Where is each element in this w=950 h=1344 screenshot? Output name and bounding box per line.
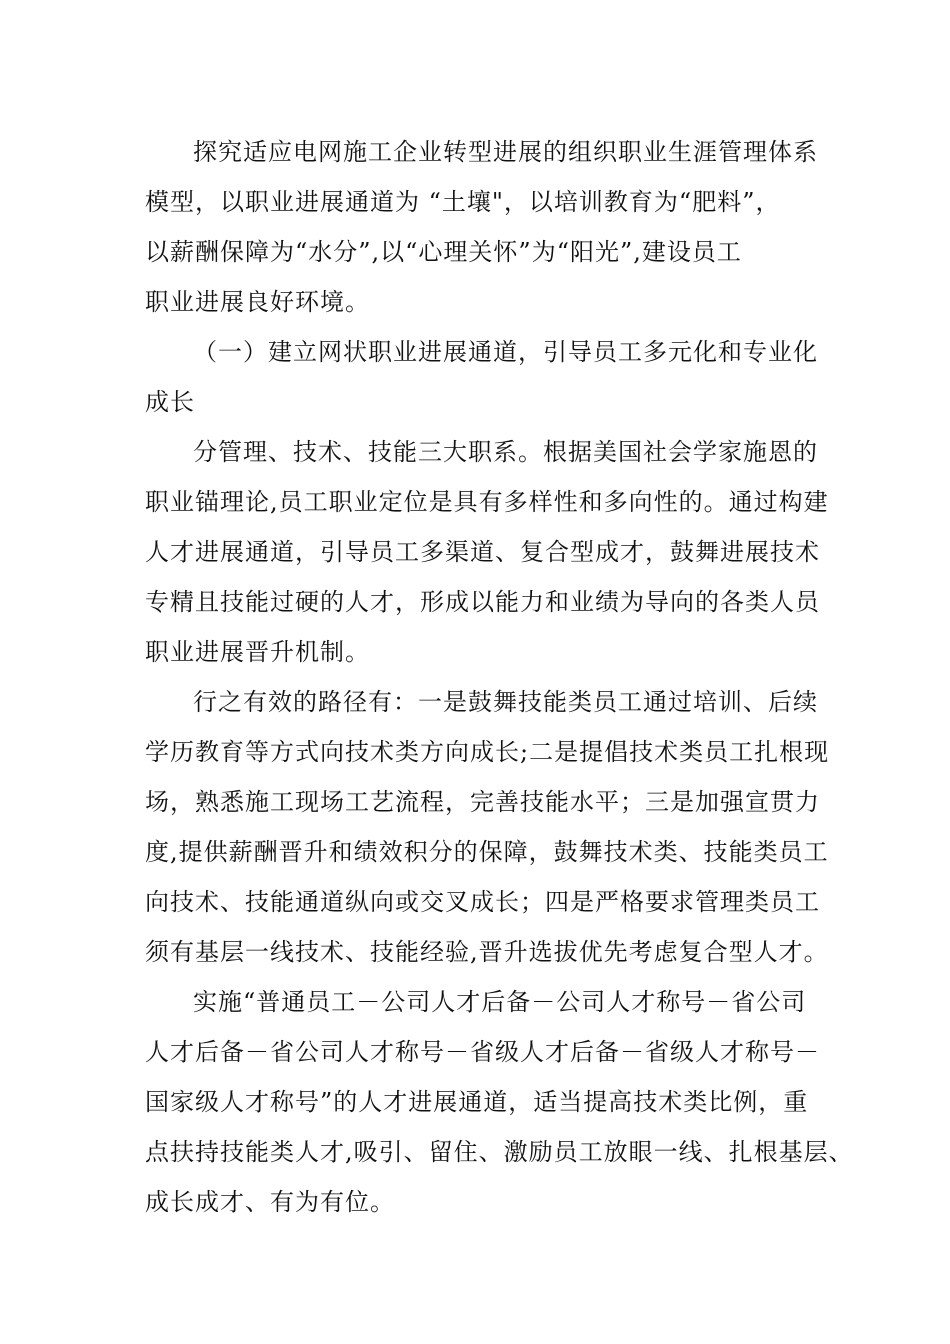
paragraph-4-line-1: 行之有效的路径有：一是鼓舞技能类员工通过培训、后续	[193, 688, 818, 716]
paragraph-4-line-3: 场，熟悉施工现场工艺流程，完善技能水平；三是加强宣贯力	[145, 788, 820, 816]
paragraph-1-line-4: 职业进展良好环境。	[145, 288, 370, 316]
paragraph-5-line-5: 成长成才、有为有位。	[145, 1188, 395, 1216]
paragraph-3-line-4: 专精且技能过硬的人才，形成以能力和业绩为导向的各类人员	[145, 588, 820, 616]
paragraph-4-line-2: 学历教育等方式向技术类方向成长;二是提倡技术类员工扎根现	[145, 738, 830, 766]
paragraph-4-line-5: 向技术、技能通道纵向或交叉成长；四是严格要求管理类员工	[145, 888, 820, 916]
paragraph-5-line-4: 点扶持技能类人才,吸引、留住、激励员工放眼一线、扎根基层、	[145, 1138, 854, 1166]
paragraph-4-line-4: 度,提供薪酬晋升和绩效积分的保障，鼓舞技术类、技能类员工	[145, 838, 829, 866]
paragraph-5-line-3: 国家级人才称号”的人才进展通道，适当提高技术类比例，重	[145, 1088, 809, 1116]
section-heading-line-2: 成长	[145, 388, 195, 416]
section-heading-line-1: （一）建立网状职业进展通道，引导员工多元化和专业化	[193, 338, 818, 366]
paragraph-4-line-6: 须有基层一线技术、技能经验,晋升选拔优先考虑复合型人才。	[145, 938, 829, 966]
paragraph-5-line-2: 人才后备－省公司人才称号－省级人才后备－省级人才称号－	[145, 1038, 820, 1066]
paragraph-1-line-2: 模型，以职业进展通道为 “土壤"，以培训教育为“肥料”，	[145, 188, 781, 216]
paragraph-3-line-3: 人才进展通道，引导员工多渠道、复合型成才，鼓舞进展技术	[145, 538, 820, 566]
paragraph-3-line-1: 分管理、技术、技能三大职系。根据美国社会学家施恩的	[193, 438, 818, 466]
paragraph-1-line-3: 以薪酬保障为“水分”,以“心理关怀”为“阳光”,建设员工	[145, 238, 742, 266]
paragraph-3-line-2: 职业锚理论,员工职业定位是具有多样性和多向性的。通过构建	[145, 488, 829, 516]
paragraph-1-line-1: 探究适应电网施工企业转型进展的组织职业生涯管理体系	[193, 138, 818, 166]
paragraph-3-line-5: 职业进展晋升机制。	[145, 638, 370, 666]
paragraph-5-line-1: 实施“普通员工－公司人才后备－公司人才称号－省公司	[193, 988, 807, 1016]
